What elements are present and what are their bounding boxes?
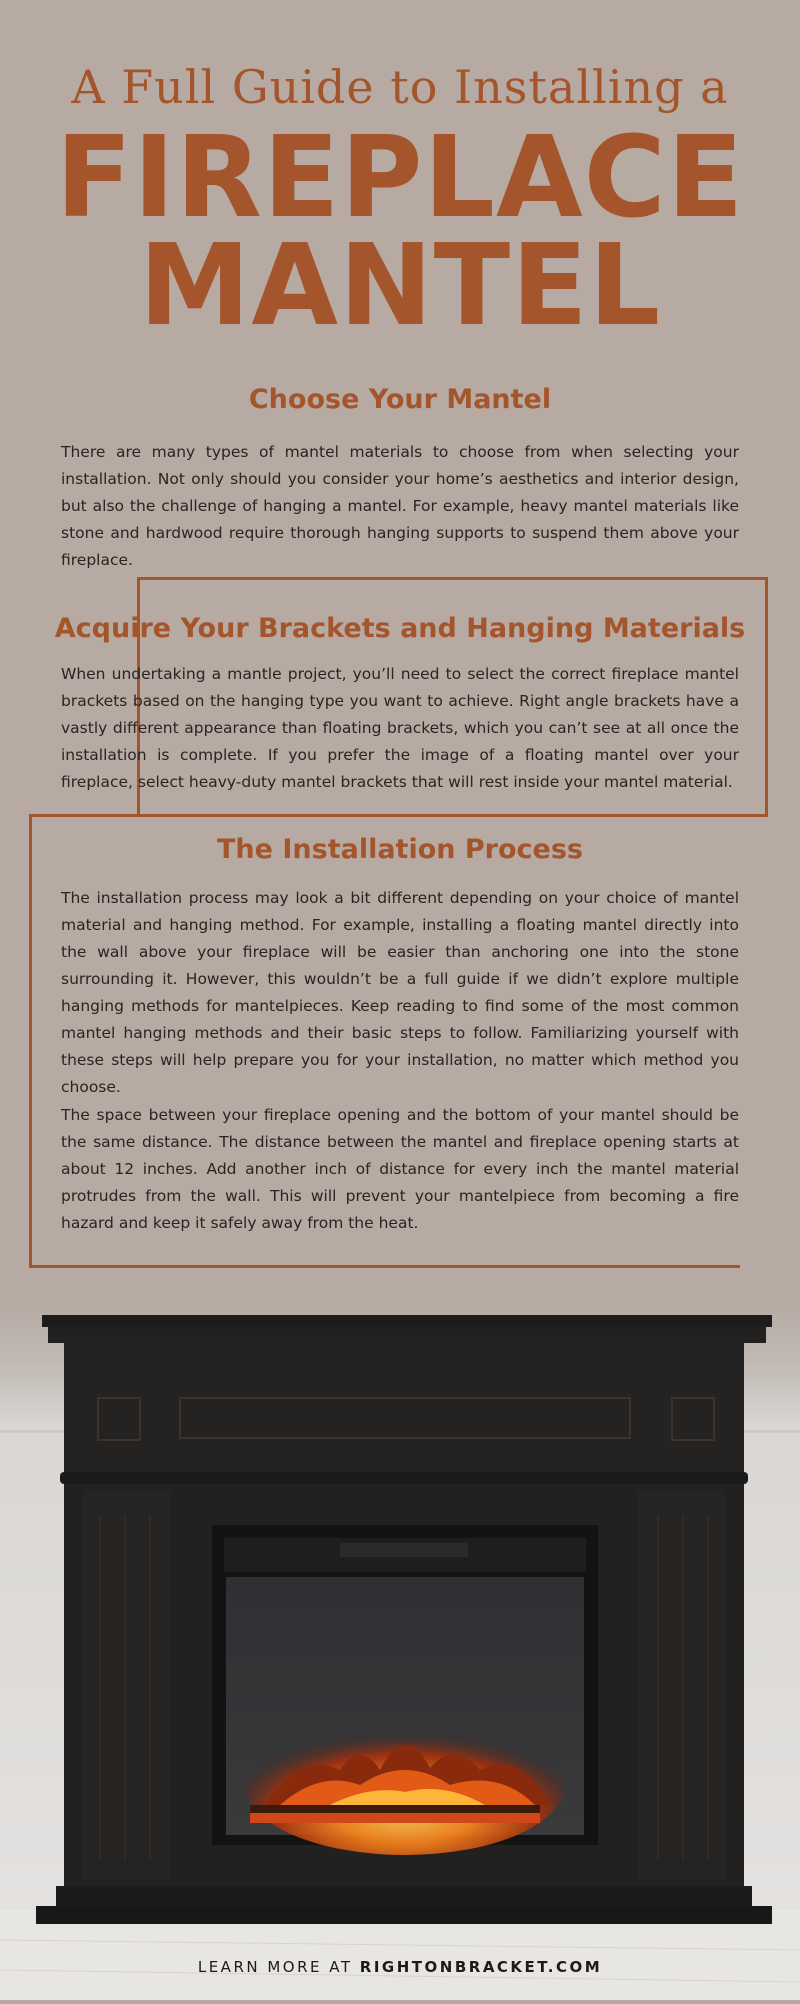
section-paragraph-installation-2: The space between your fireplace opening and the bottom of your mantel should be the same distance. The distance between the mantel and fireplace opening starts at about 12 inches. Add another inch of distance for every inch the mantel material protrudes from the wall. This will prevent your mantelpiece from becoming a fire hazard and keep it safely away from the heat. — [61, 1106, 739, 1232]
fireplace-image — [0, 1300, 800, 2000]
footer-prefix: LEARN MORE AT — [197, 1958, 360, 1976]
footer-cta — [0, 1958, 800, 1976]
footer-site-link[interactable]: RIGHTONBRACKET.COM — [359, 1958, 603, 1976]
title-line-2: FIREPLACE — [55, 113, 745, 243]
section-heading-choose-mantel: Choose Your Mantel — [248, 384, 552, 415]
section-paragraph-brackets: When undertaking a mantle project, you’ll need to select the correct fireplace mantel brackets based on the hanging type you want to achieve. Right angle brackets have a vastly different appearance than floating brackets, which you can’t see at all once the installation is complete. If you prefer the image of a floating mantel over your fireplace, select heavy-duty mantel brackets that will rest inside your mantel material. — [61, 665, 739, 791]
section-heading-installation: The Installation Process — [217, 834, 583, 865]
electric-fireplace-illustration — [0, 1300, 800, 2000]
section-heading-brackets: Acquire Your Brackets and Hanging Materials — [54, 613, 746, 644]
title-line-1: A Full Guide to Installing a — [71, 60, 729, 114]
section-paragraph-installation-1: The installation process may look a bit different depending on your choice of mantel material and hanging method. For example, installing a floating mantel directly into the wall above your fireplace will be easier than anchoring one into the stone surrounding it. However, this wouldn’t be a full guide if we didn’t explore multiple hanging methods for mantelpieces. Keep reading to find some of the most common mantel hanging methods and their basic steps to follow. Familiarizing yourself with these steps will help prepare you for your installation, no matter which method you choose. — [61, 889, 739, 1096]
title-line-3: MANTEL — [138, 221, 662, 351]
section-paragraph-choose-mantel: There are many types of mantel materials to choose from when selecting your installation. Not only should you consider your home’s aesthetics and interior design, but also the challenge of hanging a mantel. For example, heavy mantel materials like stone and hardwood require thorough hanging supports to suspend them above your fireplace. — [61, 443, 739, 569]
